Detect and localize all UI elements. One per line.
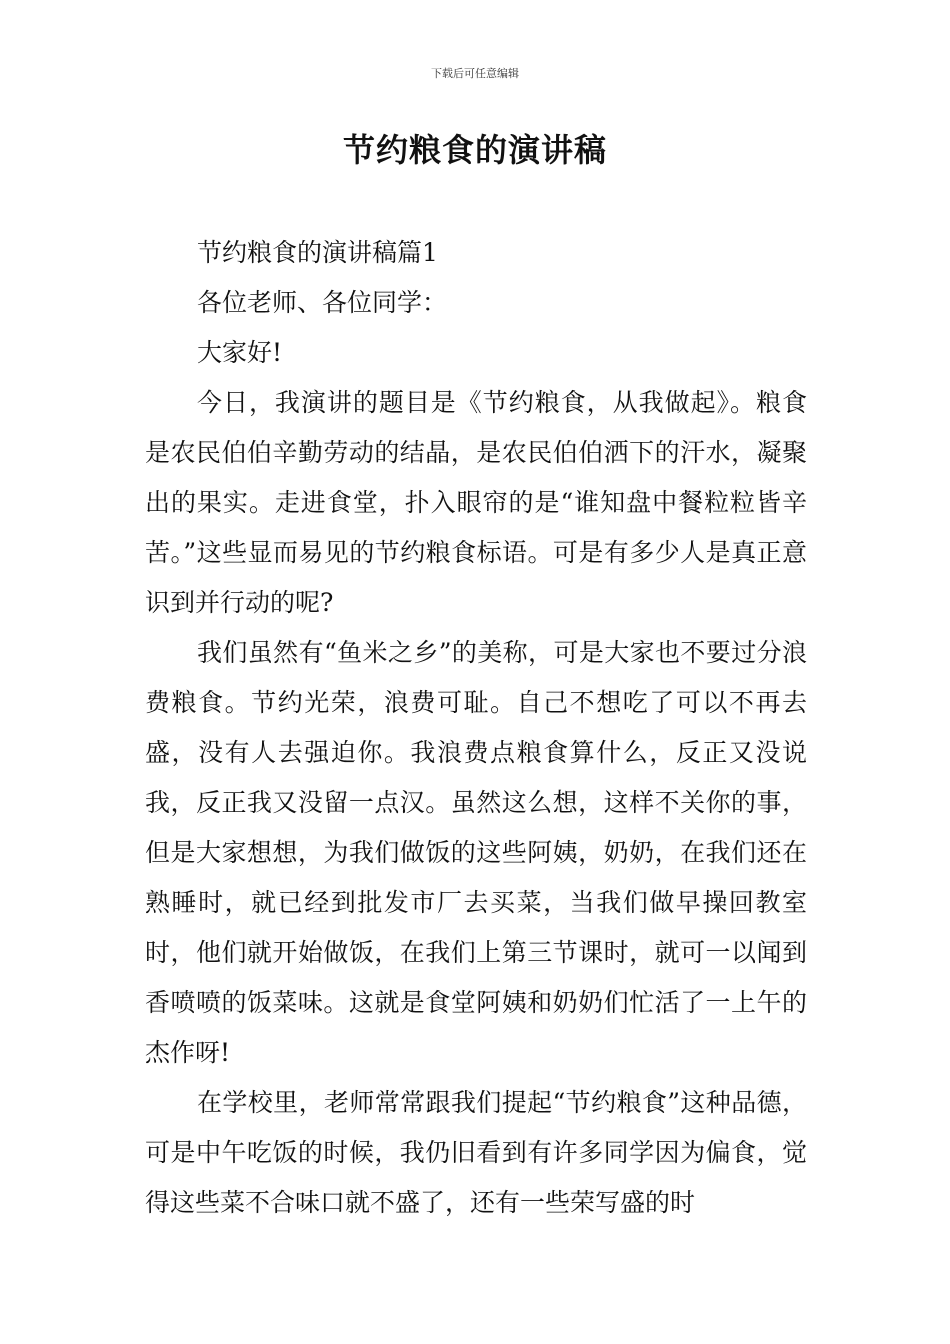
header-note: 下载后可任意编辑: [431, 67, 519, 80]
paragraph-body-2: 我们虽然有“鱼米之乡”的美称，可是大家也不要过分浪费粮食。节约光荣，浪费可耻。自己不想吃了可以不再去盛，没有人去强迫你。我浪费点粮食算什么，反正又没说我，反正我又没留一点汉。虽然这么想，这样不关你的事，但是大家想想，为我们做饭的这些阿姨，奶奶，在我们还在熟睡时，就已经到批发市厂去买菜，当我们做早操回教室时，他们就开始做饭，在我们上第三节课时，就可一以闻到香喷喷的饭菜味。这就是食堂阿姨和奶奶们忙活了一上午的杰作呀!: [145, 638, 807, 1067]
paragraph-salutation: 各位老师、各位同学：: [197, 288, 448, 317]
document-body: [145, 228, 807, 1228]
document-title: 节约粮食的演讲稿: [342, 131, 607, 169]
paragraph-body-1: 今日，我演讲的题目是《节约粮食，从我做起》。粮食是农民伯伯辛勤劳动的结晶，是农民伯伯洒下的汗水，凝聚出的果实。走进食堂，扑入眼帘的是“谁知盘中餐粒粒皆辛苦。”这些显而易见的节约粮食标语。可是有多少人是真正意识到并行动的呢?: [145, 388, 807, 617]
paragraph-body-3: 在学校里，老师常常跟我们提起“节约粮食”这种品德，可是中午吃饭的时候，我仍旧看到有许多同学因为偏食，觉得这些菜不合味口就不盛了，还有一些荣写盛的时: [145, 1088, 807, 1217]
paragraph-section-heading: 节约粮食的演讲稿篇1: [197, 238, 438, 267]
paragraph-greeting: 大家好!: [197, 338, 283, 367]
